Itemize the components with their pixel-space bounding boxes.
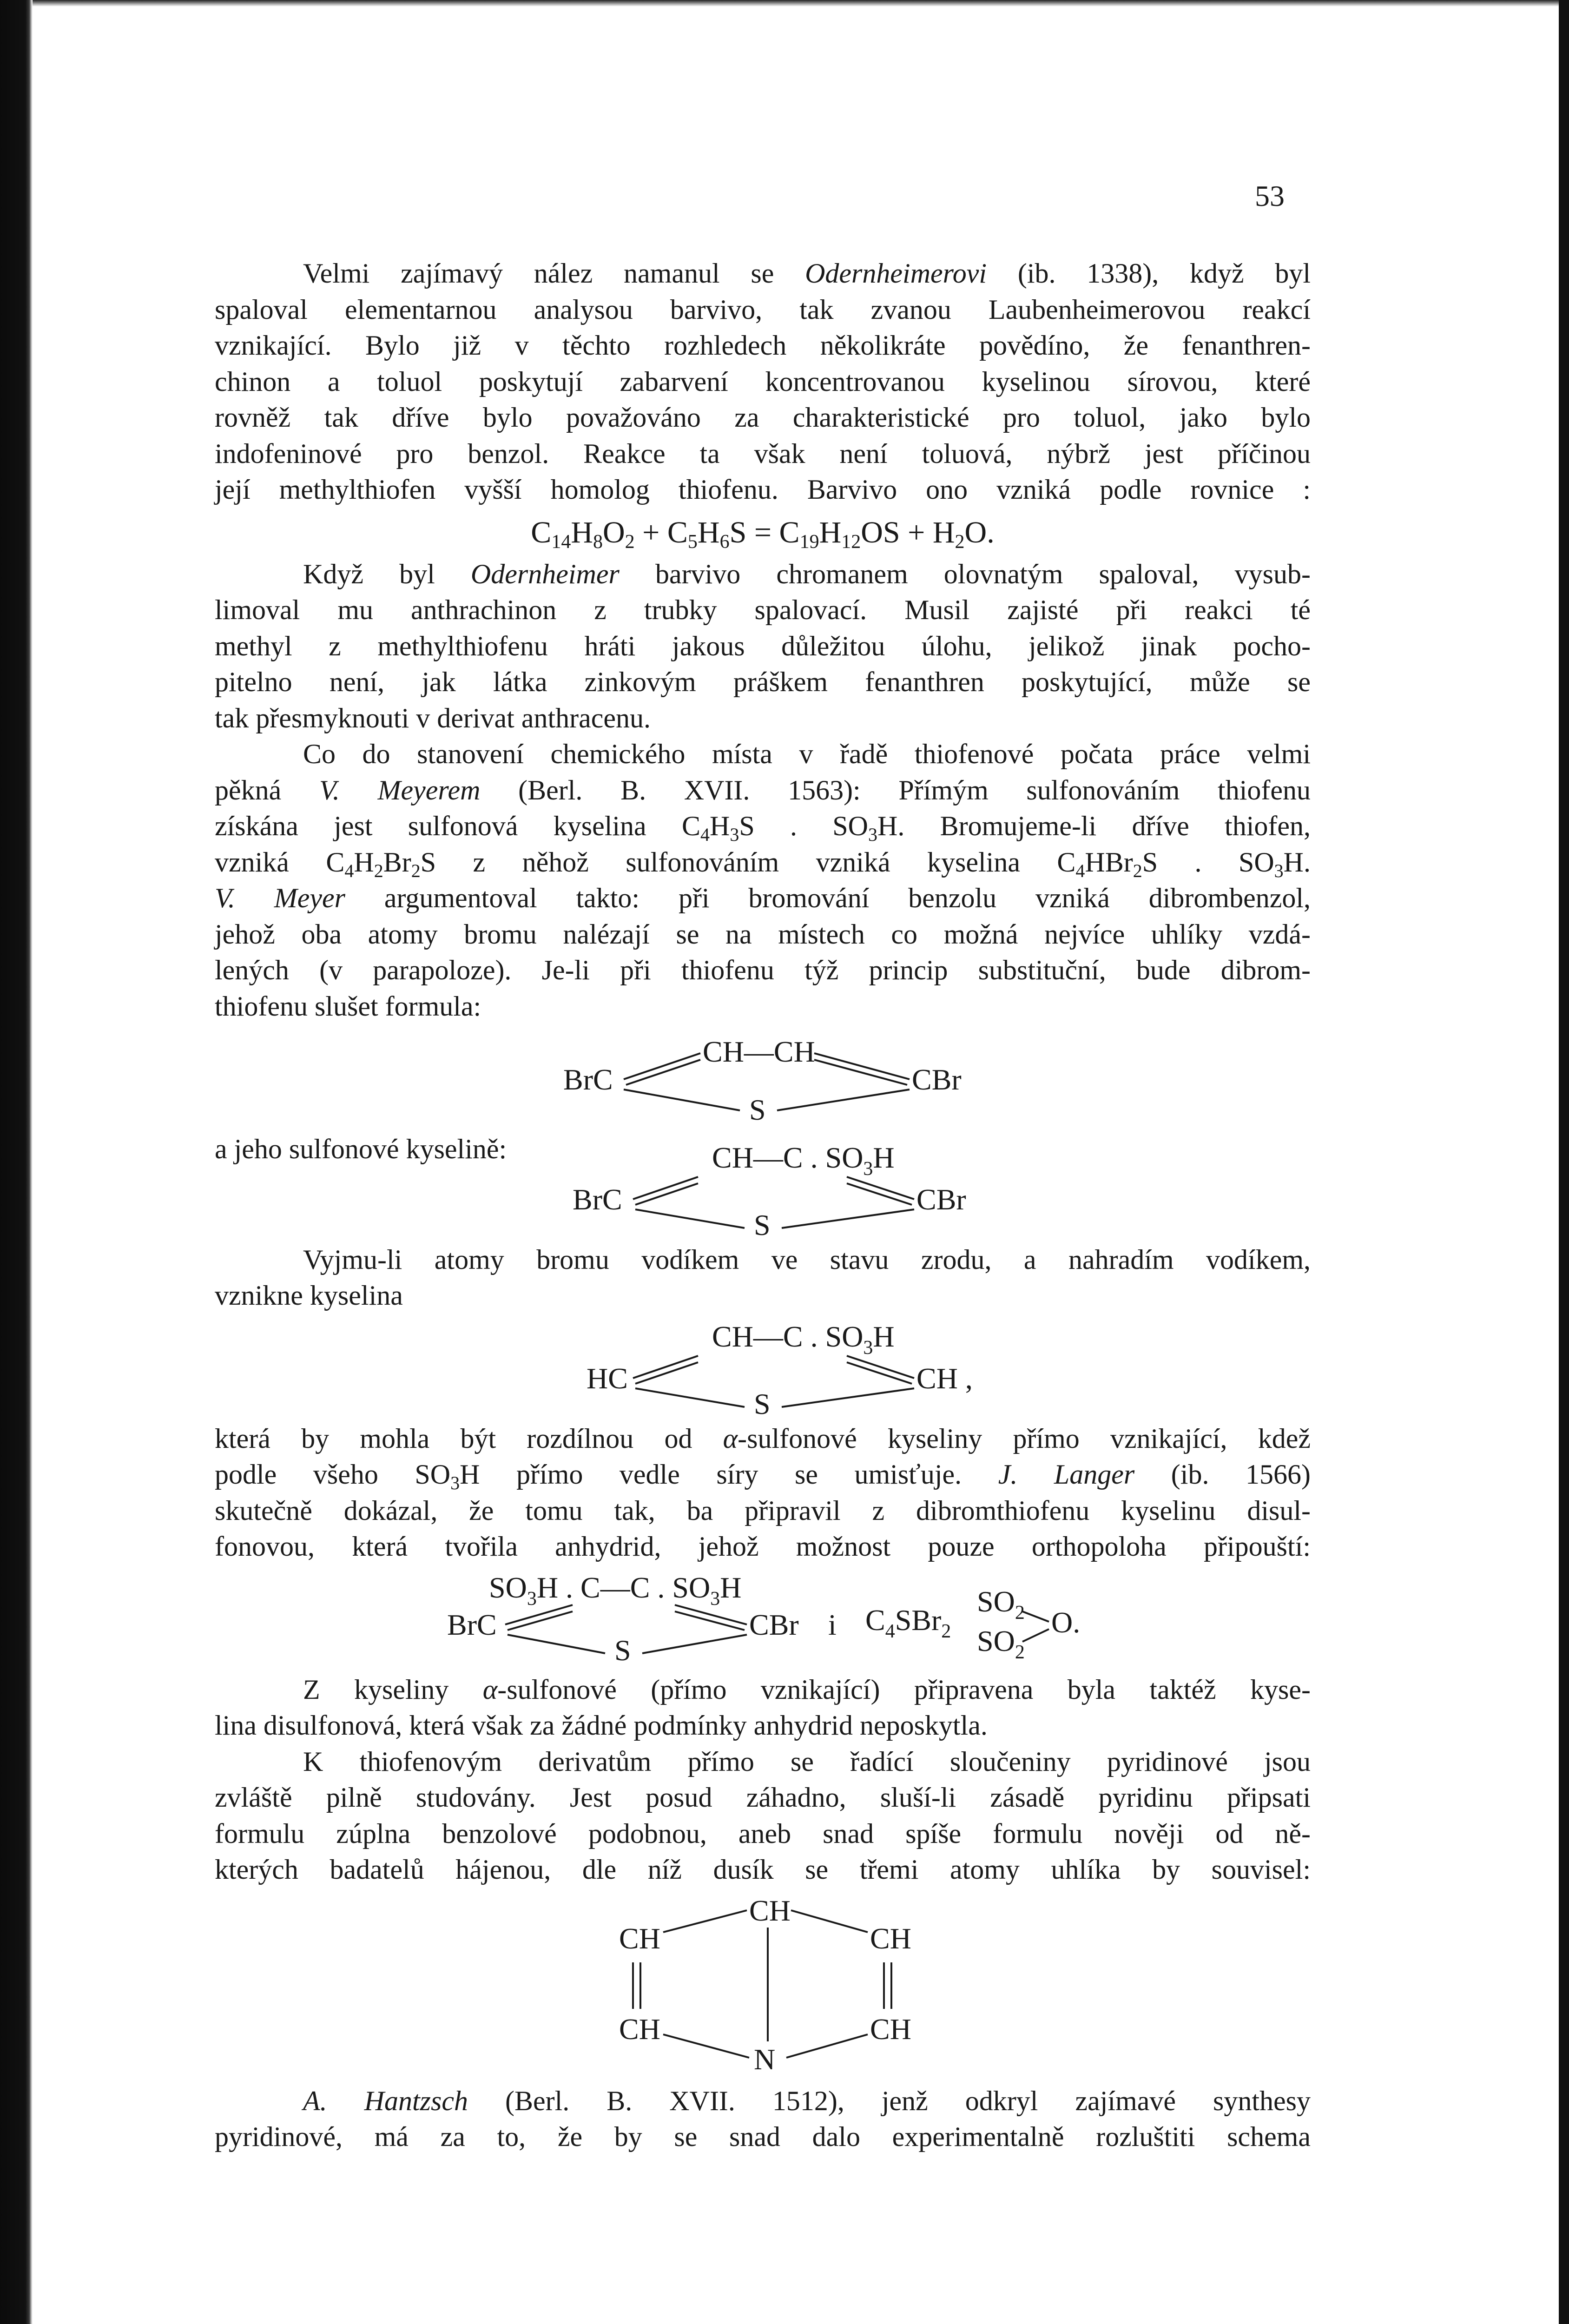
dibromo-right: CBr [912,1063,962,1096]
disulfo-right: CBr [749,1608,799,1641]
para3-line8: thiofenu slušet formula: [215,990,481,1022]
para2-line5: tak přesmyknouti v derivat anthracenu. [215,702,651,733]
formula-disulfonic-svg [215,1565,1311,1672]
para2-line4: pitelno není, jak látka zinkovým práškem fenanthren poskytující, může se [215,667,1311,697]
para3-line7: lených (v parapoloze). Je-li při thiofenu týž princip substituční, bude dibrom- [215,955,1311,985]
disulfo-conj: i [828,1608,837,1641]
para3-line2: pěkná V. Meyerem (Berl. B. XVII. 1563): Přímým sulfonováním thiofenu [215,774,1311,805]
scan-edge-right [1559,0,1569,2324]
equation-1: $C_{14}H_8O_2 + C_5H_6S = C_{19}H_{12}OS + H_2O$. [531,515,995,553]
para9-line1: A. Hantzsch (Berl. B. XVII. 1512), jenž odkryl zajímavé synthesy [303,2085,1311,2116]
para5-line2: vznikne kyselina [215,1280,403,1311]
para1-line1: Velmi zajímavý nález namanul se Odernheimerovi (ib. 1338), když byl [303,258,1311,289]
formula-dibromothiophene [215,1024,1311,1131]
scan-edge-top [33,0,1559,7]
sulfo-br-left: BrC [573,1182,622,1216]
para3-line5: V. Meyer argumentoval takto: při bromování benzolu vzniká dibrombenzol, [215,883,1311,913]
para1-line6: indofeninové pro benzol. Reakce ta však není toluová, nýbrž jest příčinou [215,438,1311,469]
para6-line4: fonovou, která tvořila anhydrid, jehož možnost pouze orthopoloha připouští: [215,1531,1311,1562]
para1-line2: spaloval elementarnou analysou barvivo, tak zvanou Laubenheimerovou reakcí [215,294,1311,325]
pyridine-lower-left: CH [619,2012,660,2046]
para9-line2: pyridinové, má za to, že by se snad dalo experimentalně rozluštiti schema [215,2121,1311,2152]
para1-line7: její methylthiofen vyšší homolog thiofenu. Barvivo ono vzniká podle rovnice : [215,474,1311,505]
sulfo-h-bottom: S [754,1387,771,1420]
para1-line5: rovněž tak dříve bylo považováno za charakteristické pro toluol, jako bylo [215,402,1311,433]
sulfo-h-left: HC [587,1361,628,1395]
pyridine-lower-right: CH [870,2012,911,2046]
para7-line2: lina disulfonová, která však za žádné podmínky anhydrid neposkytla. [215,1710,988,1741]
formula-sulfo-h-svg [215,1314,1311,1421]
para2-line2: limoval mu anthrachinon z trubky spalovací. Musil zajisté při reakci té [215,594,1311,625]
dibromo-bottom: S [749,1093,766,1126]
sulfo-h-bonds [633,1356,914,1407]
pyridine-top: CH [749,1894,791,1927]
para6-line2: podle všeho $SO_3H$ přímo vedle síry se umisťuje. J. Langer (ib. 1566) [215,1459,1311,1493]
sulfo-h-top: CH—C . $SO_3H$ [712,1320,895,1359]
para8-line4: kterých badatelů hájenou, dle níž dusík se třemi atomy uhlíka by souvisel: [215,1854,1311,1885]
formula-disulfonic [215,1565,1311,1672]
disulfo-bottom: S [614,1633,631,1667]
para2-line1: Když byl Odernheimer barvivo chromanem olovnatým spaloval, vysub- [303,558,1311,589]
disulfo-anh-end: O. [1051,1605,1081,1639]
sulfo-h-right: CH , [916,1361,973,1395]
pyridine-bonds [633,1910,891,2058]
para3-line4: vzniká $C_4H_2Br_2S$ z něhož sulfonováním vzniká kyselina $C_4HBr_2S$ . $SO_3H$. [215,846,1311,881]
formula-sulfo-h [215,1314,1311,1421]
pyridine-upper-right: CH [870,1921,911,1955]
formula-pyridine-svg [215,1888,1311,2083]
para1-line4: chinon a toluol poskytují zabarvení koncentrovanou kyselinou sírovou, které [215,366,1311,397]
para3-line1: Co do stanovení chemického místa v řadě thiofenové počata práce velmi [303,739,1311,769]
para6-line1: která by mohla být rozdílnou od α-sulfonové kyseliny přímo vznikající, kdež [215,1423,1311,1454]
formula-pyridine [215,1888,1311,2083]
formula-sulfo-br [215,1140,1311,1242]
para5-line1: Vyjmu-li atomy bromu vodíkem ve stavu zrodu, a nahradím vodíkem, [303,1244,1311,1275]
para2-line3: methyl z methylthiofenu hráti jakous důležitou úlohu, jelikož jinak pocho- [215,630,1311,661]
sulfo-br-right: CBr [916,1182,966,1216]
scan-edge-left [0,0,33,2324]
sulfo-br-top: CH—C . $SO_3H$ [712,1141,895,1180]
para3-line6: jehož oba atomy bromu nalézají se na místech co možná nejvíce uhlíky vzdá- [215,918,1311,950]
sulfo-br-bonds [633,1177,914,1228]
dibromo-left: BrC [563,1063,613,1096]
disulfo-left: BrC [447,1608,497,1641]
para7-line1: Z kyseliny α-sulfonové (přímo vznikající) připravena byla taktéž kyse- [303,1674,1311,1705]
para1-line3: vznikající. Bylo již v těchto rozhledech několikráte povědíno, že fenanthren- [215,330,1311,361]
pyridine-upper-left: CH [619,1921,660,1955]
para8-line1: K thiofenovým derivatům přímo se řadící sloučeniny pyridinové jsou [303,1746,1311,1777]
para8-line3: formulu zúplna benzolové podobnou, aneb snad spíše formulu nověji od ně- [215,1818,1311,1849]
para4: a jeho sulfonové kyselině: [215,1134,507,1164]
para8-line2: zvláště pilně studovány. Jest posud záhadno, sluší-li zásadě pyridinu připsati [215,1782,1311,1813]
disulfo-top: $SO_3H$ . C—C . $SO_3H$ [489,1571,742,1610]
formula-sulfo-br-svg [215,1140,1311,1242]
page-number: 53 [1255,179,1285,212]
formula-dibromothiophene-svg [215,1024,1311,1131]
sulfo-br-bottom: S [754,1208,771,1241]
para3-line3: získána jest sulfonová kyselina $C_4H_3S$ . $SO_3H$. Bromujeme-li dříve thiofen, [215,811,1311,845]
disulfo-so2-top: $SO_2$ [977,1585,1025,1624]
disulfo-anh: $C_4SBr_2$ [865,1603,951,1642]
disulfo-so2-bottom: $SO_2$ [977,1624,1025,1663]
pyridine-bottom: N [754,2042,776,2076]
para6-line3: skutečně dokázal, že tomu tak, ba připravil z dibromthiofenu kyselinu disul- [215,1495,1311,1526]
body-text [215,256,1311,2155]
dibromo-top: CH—CH [703,1035,815,1068]
